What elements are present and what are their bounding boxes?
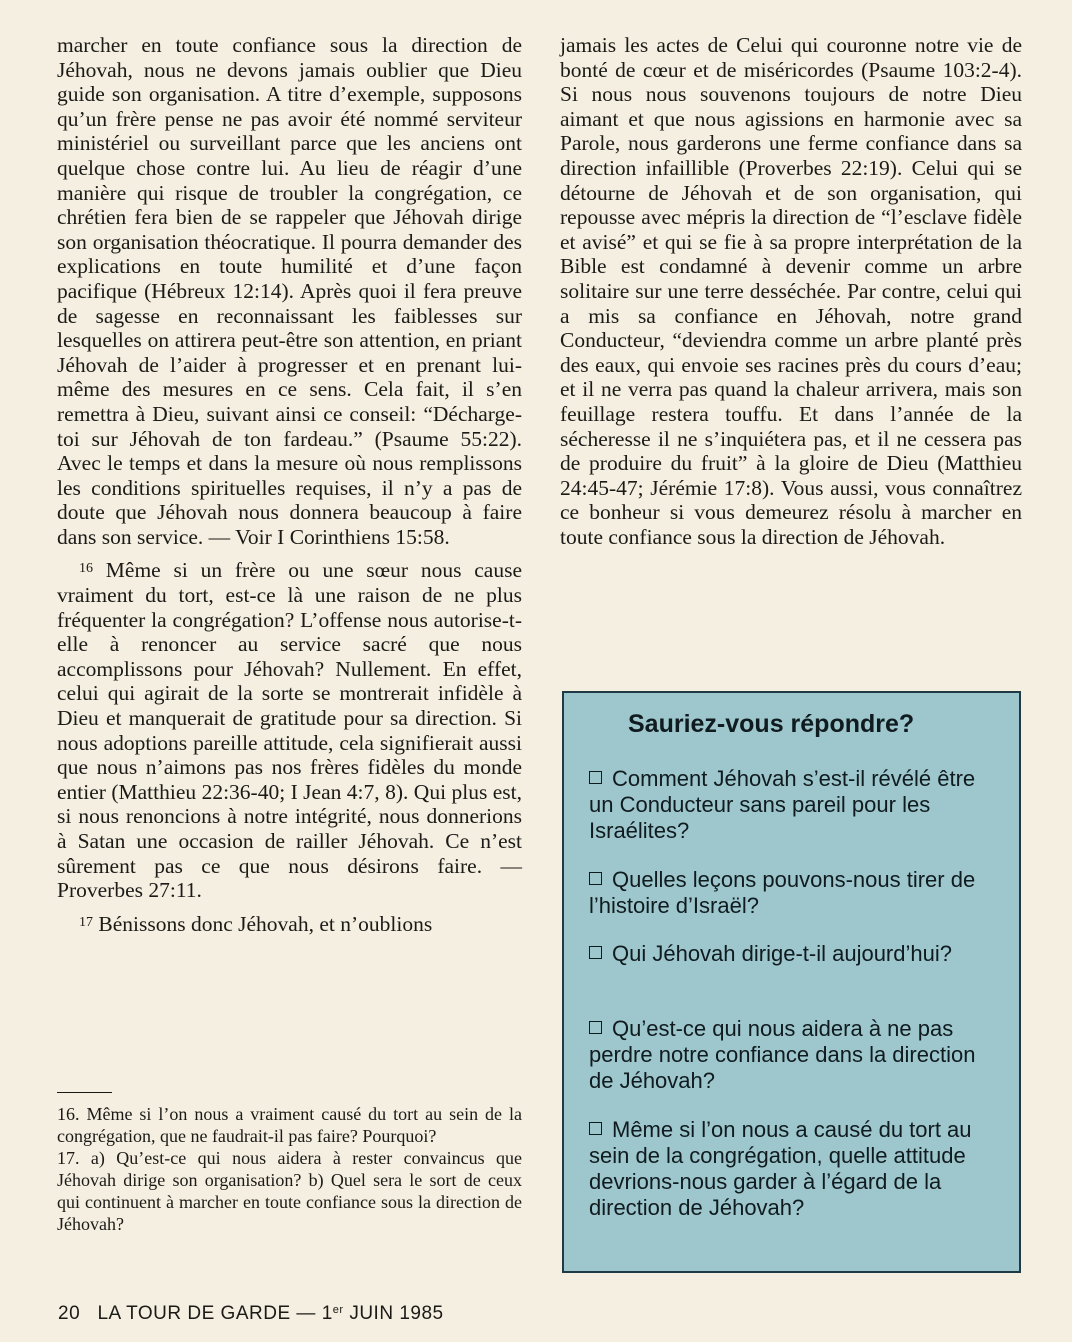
- review-box-title: Sauriez-vous répondre?: [628, 710, 915, 738]
- footnote-divider: [57, 1092, 112, 1093]
- issue-date: [322, 1303, 444, 1324]
- paragraph-16: [57, 557, 522, 902]
- checkbox-square-icon: [589, 946, 602, 959]
- page-footer: [58, 1303, 444, 1325]
- checkbox-square-icon: [589, 872, 602, 885]
- issue-date-day: 1: [321, 1303, 333, 1324]
- paragraph-number-17: 17: [79, 914, 93, 930]
- review-question-text: Quelles leçons pouvons-nous tirer de l’histoire d’Israël?: [589, 867, 976, 918]
- review-question: [589, 867, 994, 919]
- paragraph-17-start-text: Bénissons donc Jéhovah, et n’oublions: [98, 911, 433, 936]
- paragraph-15-end: marcher en toute confiance sous la direction de Jéhovah, nous ne devons jamais oublier que Dieu guide son organisation. A titre d’exemple, supposons qu’un frère pense ne pas avoir été nommé serviteur ministériel ou surveillant parce que les anciens ont quelque chose contre lui. Au lieu de réagir d’une manière qui risque de troubler la congrégation, ce chrétien fera bien de se rappeler que Jéhovah dirige son organisation théocratique. Il pourra demander des explications en toute humilité et d’une façon pacifique (Hébreux 12:14). Après quoi il fera preuve de sagesse en reconnaissant les faiblesses sur lesquelles on attirera peut-être son attention, en priant Jéhovah de l’aider à progresser et en prenant lui-même des mesures en ce sens. Cela fait, il s’en remettra à Dieu, suivant ainsi ce conseil: “Décharge-toi sur Jéhovah de ton fardeau.” (Psaume 55:22). Avec le temps et dans la mesure où nous remplissons les conditions spirituelles requises, il n’y a pas de doute que Jéhovah nous donnera beaucoup à faire dans son service. — Voir I Corinthiens 15:58.: [57, 33, 522, 549]
- right-column: [560, 33, 1022, 549]
- paragraph-17-end: jamais les actes de Celui qui couronne notre vie de bonté de cœur et de miséricordes (Psaume 103:2-4). Si nous nous souvenons toujours de notre Dieu aimant et que nous agissions en harmonie avec sa Parole, nous garderons une ferme confiance dans sa direction infaillible (Proverbes 22:19). Celui qui se détourne de Jéhovah et de son organisation, qui repousse avec mépris la direction de “l’esclave fidèle et avisé” et qui se fie à sa propre interprétation de la Bible est condamné à devenir comme un arbre solitaire sur une terre desséchée. Par contre, celui qui a mis sa confiance en Jéhovah, notre grand Conducteur, “deviendra comme un arbre planté près des eaux, qui envoie ses racines près du cours d’eau; et il ne verra pas quand la chaleur arrivera, mais son feuillage restera touffu. Et dans l’année de la sécheresse il ne s’inquiétera pas, et il ne cessera pas de produire du fruit” à la gloire de Dieu (Matthieu 24:45-47; Jérémie 17:8). Vous aussi, vous connaîtrez ce bonheur si vous demeurez résolu à marcher en toute confiance sous la direction de Jéhovah.: [560, 33, 1022, 549]
- paragraph-17-start: [57, 911, 522, 937]
- study-question-17: 17. a) Qu’est-ce qui nous aidera à rester convaincus que Jéhovah dirige son organisation? b) Quel sera le sort de ceux qui continuent à marcher en toute confiance sous la direction de Jéhovah?: [57, 1148, 522, 1234]
- checkbox-square-icon: [589, 771, 602, 784]
- review-box: [562, 691, 1021, 1273]
- review-question: [589, 941, 994, 967]
- issue-date-rest: JUIN 1985: [349, 1303, 444, 1324]
- issue-date-sup: er: [332, 1304, 344, 1316]
- checkbox-square-icon: [589, 1122, 602, 1135]
- review-question-text: Comment Jéhovah s’est-il révélé être un Conducteur sans pareil pour les Israélites?: [589, 766, 976, 843]
- study-question-16: 16. Même si l’on nous a vraiment causé du tort au sein de la congrégation, que ne faudrait-il pas faire? Pourquoi?: [57, 1104, 522, 1146]
- review-question-text: Qui Jéhovah dirige-t-il aujourd’hui?: [612, 941, 952, 966]
- paragraph-16-text: Même si un frère ou une sœur nous cause vraiment du tort, est-ce là une raison de ne plus fréquenter la congrégation? L’offense nous autorise-t-elle à renoncer au service sacré que nous accomplissons pour Jéhovah? Nullement. En effet, celui qui agirait de la sorte se montrerait infidèle à Dieu et manquerait de gratitude pour sa direction. Si nous adoptions pareille attitude, cela signifierait aussi que nous n’aimons pas nos frères fidèles du monde entier (Matthieu 22:36-40; I Jean 4:7, 8). Qui plus est, si nous renoncions à notre intégrité, nous donnerions à Satan une occasion de railler Jéhovah. Ce n’est sûrement pas ce que nous désirons faire. — Proverbes 27:11.: [57, 558, 523, 903]
- review-question-text: Qu’est-ce qui nous aidera à ne pas perdre notre confiance dans la direction de Jéhovah?: [589, 1016, 976, 1093]
- review-question: [589, 1016, 994, 1094]
- checkbox-square-icon: [589, 1021, 602, 1034]
- left-column: [57, 33, 522, 936]
- review-question: [589, 766, 994, 844]
- review-question: [589, 1117, 994, 1221]
- study-questions: [57, 1103, 522, 1235]
- paragraph-number-16: 16: [79, 561, 93, 577]
- page-number: 20: [58, 1303, 81, 1324]
- review-question-text: Même si l’on nous a causé du tort au sein de la congrégation, quelle attitude devrions-nous garder à l’égard de la direction de Jéhovah?: [589, 1117, 972, 1220]
- publication-title: LA TOUR DE GARDE —: [97, 1303, 316, 1324]
